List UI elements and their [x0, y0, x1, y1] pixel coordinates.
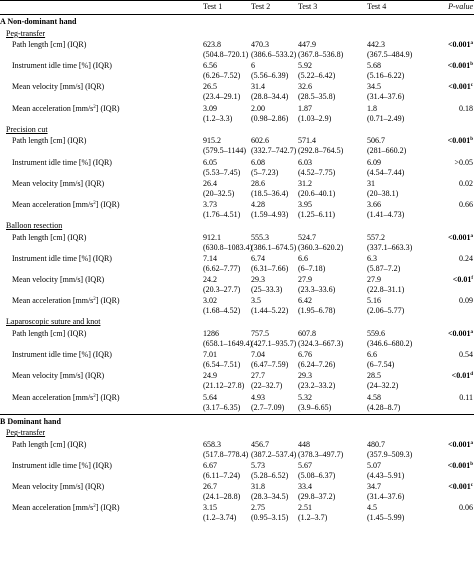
row-label: Instrument idle time [%] (IQR) [12, 350, 112, 360]
p-value: <0.001$^c$ [448, 482, 473, 492]
cell-iqr-test3: (1.03–2.9) [298, 113, 332, 123]
cell-iqr-test4: (6–7.54) [367, 360, 395, 370]
cell-iqr-test4: (22.8–31.1) [367, 285, 405, 294]
row-label: Instrument idle time [%] (IQR) [12, 460, 112, 470]
group-title: Precision cut [6, 124, 48, 134]
cell-iqr-test2: (5–7.23) [251, 167, 279, 177]
cell-iqr-test3: (29.8–37.2) [298, 492, 336, 502]
cell-iqr-test1: (20–32.5) [203, 188, 235, 198]
cell-iqr-test4: (1.41–4.73) [367, 209, 405, 219]
cell-iqr-test2: (1.59–4.93) [251, 209, 289, 219]
cell-value-test3: 607.8 [298, 328, 316, 338]
cell-iqr-test1: (1.68–4.52) [203, 306, 241, 316]
cell-iqr-test3: (20.6–40.1) [298, 188, 336, 198]
cell-value-test2: 602.6 [251, 136, 269, 146]
cell-value-test4: 442.3 [367, 40, 385, 49]
row-label: Mean velocity [mm/s] (IQR) [12, 371, 105, 381]
cell-value-test3: 6.6 [298, 253, 308, 263]
section-rule [0, 414, 474, 415]
cell-iqr-test3: (1.95–6.78) [298, 306, 336, 316]
cell-iqr-test3: (6–7.18) [298, 263, 326, 273]
cell-iqr-test1: (24.1–28.8) [203, 492, 241, 502]
cell-iqr-test2: (5.28–6.52) [251, 470, 289, 480]
row-label: Instrument idle time [%] (IQR) [12, 253, 112, 263]
cell-iqr-test2: (6.31–7.66) [251, 263, 289, 273]
cell-iqr-test4: (357.9–509.3) [367, 449, 413, 459]
row-label: Mean velocity [mm/s] (IQR) [12, 275, 105, 284]
cell-value-test3: 27.9 [298, 275, 312, 284]
cell-value-test4: 5.68 [367, 61, 381, 71]
cell-iqr-test1: (6.62–7.77) [203, 263, 241, 273]
cell-iqr-test2: (22–32.7) [251, 381, 283, 391]
cell-iqr-test2: (25–33.3) [251, 285, 283, 294]
p-value: 0.11 [459, 392, 473, 402]
p-value: 0.02 [459, 178, 473, 188]
cell-value-test2: 470.3 [251, 40, 269, 49]
cell-value-test4: 559.6 [367, 328, 385, 338]
cell-iqr-test1: (579.5–1144) [203, 146, 247, 156]
cell-iqr-test4: (31.4–37.6) [367, 492, 405, 502]
header-pvalue: P-value [448, 2, 473, 11]
cell-iqr-test4: (337.1–663.3) [367, 242, 413, 252]
cell-iqr-test4: (1.45–5.99) [367, 513, 405, 523]
cell-iqr-test4: (4.43–5.91) [367, 470, 405, 480]
cell-iqr-test2: (6.47–7.59) [251, 360, 289, 370]
cell-value-test3: 2.51 [298, 503, 312, 513]
cell-value-test2: 2.75 [251, 503, 265, 513]
cell-iqr-test3: (292.8–764.5) [298, 146, 344, 156]
cell-iqr-test1: (6.54–7.51) [203, 360, 241, 370]
cell-value-test4: 480.7 [367, 439, 385, 449]
cell-value-test4: 1.8 [367, 103, 377, 113]
cell-iqr-test4: (281–660.2) [367, 146, 407, 156]
row-label: Mean acceleration $[mm/s^2]$ (IQR) [12, 392, 120, 402]
cell-value-test1: 6.05 [203, 157, 217, 167]
cell-iqr-test3: (6.24–7.26) [298, 360, 336, 370]
cell-value-test1: 24.9 [203, 371, 217, 381]
p-value: <0.001$^c$ [448, 82, 473, 92]
cell-value-test3: 1.87 [298, 103, 312, 113]
cell-value-test2: 31.8 [251, 482, 265, 492]
p-value: <0.01$^d$ [451, 371, 473, 381]
cell-value-test2: 6.08 [251, 157, 265, 167]
group-title: Laparoscopic suture and knot [6, 317, 101, 327]
cell-value-test1: 658.3 [203, 439, 221, 449]
cell-value-test2: 456.7 [251, 439, 269, 449]
cell-iqr-test2: (386.6–533.2) [251, 50, 297, 59]
cell-value-test1: 623.8 [203, 40, 221, 49]
cell-iqr-test3: (1.2–3.7) [298, 513, 328, 523]
section-title: B Dominant hand [0, 416, 61, 426]
p-value: <0.001$^a$ [447, 439, 473, 449]
p-value: 0.18 [459, 103, 473, 113]
cell-value-test1: 5.64 [203, 392, 217, 402]
cell-value-test1: 6.56 [203, 61, 217, 71]
cell-value-test1: 7.14 [203, 253, 217, 263]
cell-iqr-test1: (630.8–1083.4) [203, 242, 253, 252]
cell-iqr-test2: (386.1–674.5) [251, 242, 297, 252]
row-label: Mean acceleration $[mm/s^2]$ (IQR) [12, 199, 120, 209]
row-label: Mean velocity [mm/s] (IQR) [12, 482, 105, 492]
cell-value-test1: 915.2 [203, 136, 221, 146]
cell-iqr-test3: (360.3–620.2) [298, 242, 344, 252]
cell-iqr-test3: (5.08–6.37) [298, 470, 336, 480]
cell-iqr-test2: (0.98–2.86) [251, 113, 289, 123]
cell-value-test3: 6.76 [298, 350, 312, 360]
cell-value-test2: 27.7 [251, 371, 265, 381]
cell-value-test2: 2.00 [251, 103, 265, 113]
cell-value-test4: 5.07 [367, 460, 381, 470]
cell-iqr-test4: (346.6–680.2) [367, 338, 413, 348]
cell-iqr-test2: (28.8–34.4) [251, 92, 289, 102]
p-value: <0.001$^b$ [447, 460, 473, 470]
p-value: 0.54 [459, 350, 473, 360]
cell-iqr-test2: (427.1–935.7) [251, 338, 297, 348]
row-label: Path length [cm] (IQR) [12, 439, 87, 449]
cell-iqr-test4: (4.54–7.44) [367, 167, 405, 177]
cell-iqr-test4: (367.5–484.9) [367, 50, 413, 59]
cell-iqr-test3: (23.3–33.6) [298, 285, 336, 294]
cell-iqr-test2: (2.7–7.09) [251, 402, 285, 412]
p-value: <0.001$^b$ [447, 136, 473, 146]
cell-iqr-test1: (1.2–3.3) [203, 113, 233, 123]
cell-value-test3: 33.4 [298, 482, 312, 492]
cell-value-test2: 555.3 [251, 232, 269, 242]
cell-iqr-test1: (6.26–7.52) [203, 71, 241, 81]
row-label: Path length [cm] (IQR) [12, 328, 87, 338]
header-test4: Test 4 [367, 2, 387, 11]
cell-iqr-test3: (1.25–6.11) [298, 209, 336, 219]
cell-value-test4: 6.6 [367, 350, 377, 360]
cell-value-test4: 6.3 [367, 253, 377, 263]
cell-value-test1: 3.73 [203, 199, 217, 209]
cell-value-test2: 4.28 [251, 199, 265, 209]
row-label: Path length [cm] (IQR) [12, 232, 87, 242]
cell-value-test3: 5.32 [298, 392, 312, 402]
cell-iqr-test1: (658.1–1649.4) [203, 338, 253, 348]
cell-value-test1: 26.5 [203, 82, 217, 92]
cell-iqr-test2: (332.7–742.7) [251, 146, 297, 156]
cell-iqr-test2: (5.56–6.39) [251, 71, 289, 81]
cell-value-test2: 3.5 [251, 296, 261, 306]
cell-iqr-test2: (18.5–36.4) [251, 188, 289, 198]
row-label: Path length [cm] (IQR) [12, 136, 87, 146]
cell-value-test1: 24.2 [203, 275, 217, 284]
cell-value-test2: 5.73 [251, 460, 265, 470]
cell-value-test2: 757.5 [251, 328, 269, 338]
cell-value-test3: 571.4 [298, 136, 316, 146]
cell-value-test1: 1286 [203, 328, 219, 338]
cell-value-test2: 6.74 [251, 253, 265, 263]
cell-value-test3: 6.03 [298, 157, 312, 167]
p-value: >0.05 [454, 157, 473, 167]
top-rule [0, 0, 474, 1]
cell-iqr-test1: (23.4–29.1) [203, 92, 241, 102]
cell-iqr-test2: (28.3–34.5) [251, 492, 289, 502]
cell-iqr-test4: (31.4–37.6) [367, 92, 405, 102]
p-value: 0.09 [459, 296, 473, 306]
cell-iqr-test4: (5.16–6.22) [367, 71, 405, 81]
cell-iqr-test1: (504.8–720.1) [203, 50, 249, 59]
cell-value-test1: 26.7 [203, 482, 217, 492]
header-test3: Test 3 [298, 2, 318, 11]
cell-iqr-test3: (28.5–35.8) [298, 92, 336, 102]
cell-value-test3: 5.67 [298, 460, 312, 470]
row-label: Instrument idle time [%] (IQR) [12, 61, 112, 71]
cell-value-test2: 7.04 [251, 350, 265, 360]
cell-iqr-test3: (3.9–6.65) [298, 402, 332, 412]
cell-value-test1: 7.01 [203, 350, 217, 360]
group-title: Peg-transfer [6, 428, 46, 438]
cell-value-test2: 4.93 [251, 392, 265, 402]
cell-iqr-test2: (0.95–3.15) [251, 513, 289, 523]
cell-value-test2: 28.6 [251, 178, 265, 188]
row-label: Instrument idle time [%] (IQR) [12, 157, 112, 167]
cell-iqr-test3: (367.8–536.8) [298, 50, 344, 59]
cell-value-test4: 31 [367, 178, 375, 188]
cell-iqr-test3: (324.3–667.3) [298, 338, 344, 348]
p-value: <0.001$^a$ [447, 328, 473, 338]
cell-value-test3: 29.3 [298, 371, 312, 381]
cell-iqr-test2: (387.2–537.4) [251, 449, 297, 459]
row-label: Mean velocity [mm/s] (IQR) [12, 178, 105, 188]
group-title: Balloon resection [6, 221, 63, 231]
cell-value-test4: 27.9 [367, 275, 381, 284]
cell-iqr-test3: (378.3–497.7) [298, 449, 344, 459]
cell-value-test3: 6.42 [298, 296, 312, 306]
p-value: 0.66 [459, 199, 473, 209]
row-label: Mean acceleration $[mm/s^2]$ (IQR) [12, 296, 120, 306]
cell-value-test3: 448 [298, 439, 310, 449]
cell-iqr-test4: (0.71–2.49) [367, 113, 405, 123]
p-value: 0.06 [459, 503, 473, 513]
cell-value-test4: 34.7 [367, 482, 381, 492]
cell-iqr-test3: (4.52–7.75) [298, 167, 336, 177]
cell-iqr-test3: (5.22–6.42) [298, 71, 336, 81]
cell-value-test3: 524.7 [298, 232, 316, 242]
cell-value-test4: 28.5 [367, 371, 381, 381]
cell-iqr-test1: (1.2–3.74) [203, 513, 237, 523]
section-title: A Non-dominant hand [0, 17, 77, 26]
row-label: Mean acceleration $[mm/s^2]$ (IQR) [12, 103, 120, 113]
cell-value-test1: 26.4 [203, 178, 217, 188]
cell-value-test4: 506.7 [367, 136, 385, 146]
header-test2: Test 2 [251, 2, 271, 11]
cell-value-test3: 5.92 [298, 61, 312, 71]
cell-value-test1: 3.15 [203, 503, 217, 513]
cell-value-test2: 31.4 [251, 82, 265, 92]
cell-value-test1: 912.1 [203, 232, 221, 242]
row-label: Mean acceleration $[mm/s^2]$ (IQR) [12, 503, 120, 513]
cell-iqr-test1: (5.53–7.45) [203, 167, 241, 177]
row-label: Mean velocity [mm/s] (IQR) [12, 82, 105, 92]
cell-value-test1: 3.02 [203, 296, 217, 306]
cell-iqr-test1: (21.12–27.8) [203, 381, 245, 391]
cell-iqr-test1: (3.17–6.35) [203, 402, 241, 412]
cell-iqr-test4: (24–32.2) [367, 381, 399, 391]
header-rule [0, 14, 474, 15]
cell-iqr-test3: (23.2–33.2) [298, 381, 336, 391]
p-value: <0.001$^b$ [447, 61, 473, 71]
cell-value-test2: 29.3 [251, 275, 265, 284]
cell-iqr-test2: (1.44–5.22) [251, 306, 289, 316]
p-value: <0.001$^a$ [447, 232, 473, 242]
cell-value-test4: 34.5 [367, 82, 381, 92]
cell-iqr-test1: (1.76–4.51) [203, 209, 241, 219]
row-label: Path length [cm] (IQR) [12, 40, 87, 49]
group-title: Peg-transfer [6, 28, 46, 38]
cell-value-test3: 32.6 [298, 82, 312, 92]
cell-value-test3: 447.9 [298, 40, 316, 49]
p-value: <0.01$^f$ [452, 275, 473, 284]
cell-value-test4: 557.2 [367, 232, 385, 242]
cell-iqr-test1: (517.8–778.4) [203, 449, 249, 459]
p-value: 0.24 [459, 253, 473, 263]
cell-value-test4: 5.16 [367, 296, 381, 306]
cell-value-test4: 3.66 [367, 199, 381, 209]
cell-iqr-test1: (20.3–27.7) [203, 285, 241, 294]
header-test1: Test 1 [203, 2, 223, 11]
p-value: <0.001$^a$ [447, 40, 473, 49]
cell-iqr-test4: (2.06–5.77) [367, 306, 405, 316]
cell-value-test4: 4.58 [367, 392, 381, 402]
cell-value-test3: 3.95 [298, 199, 312, 209]
cell-value-test3: 31.2 [298, 178, 312, 188]
cell-value-test2: 6 [251, 61, 255, 71]
cell-iqr-test4: (20–38.1) [367, 188, 399, 198]
cell-iqr-test4: (4.28–8.7) [367, 402, 401, 412]
cell-value-test4: 6.09 [367, 157, 381, 167]
cell-value-test1: 6.67 [203, 460, 217, 470]
cell-iqr-test1: (6.11–7.24) [203, 470, 241, 480]
cell-value-test1: 3.09 [203, 103, 217, 113]
cell-value-test4: 4.5 [367, 503, 377, 513]
cell-iqr-test4: (5.87–7.2) [367, 263, 401, 273]
